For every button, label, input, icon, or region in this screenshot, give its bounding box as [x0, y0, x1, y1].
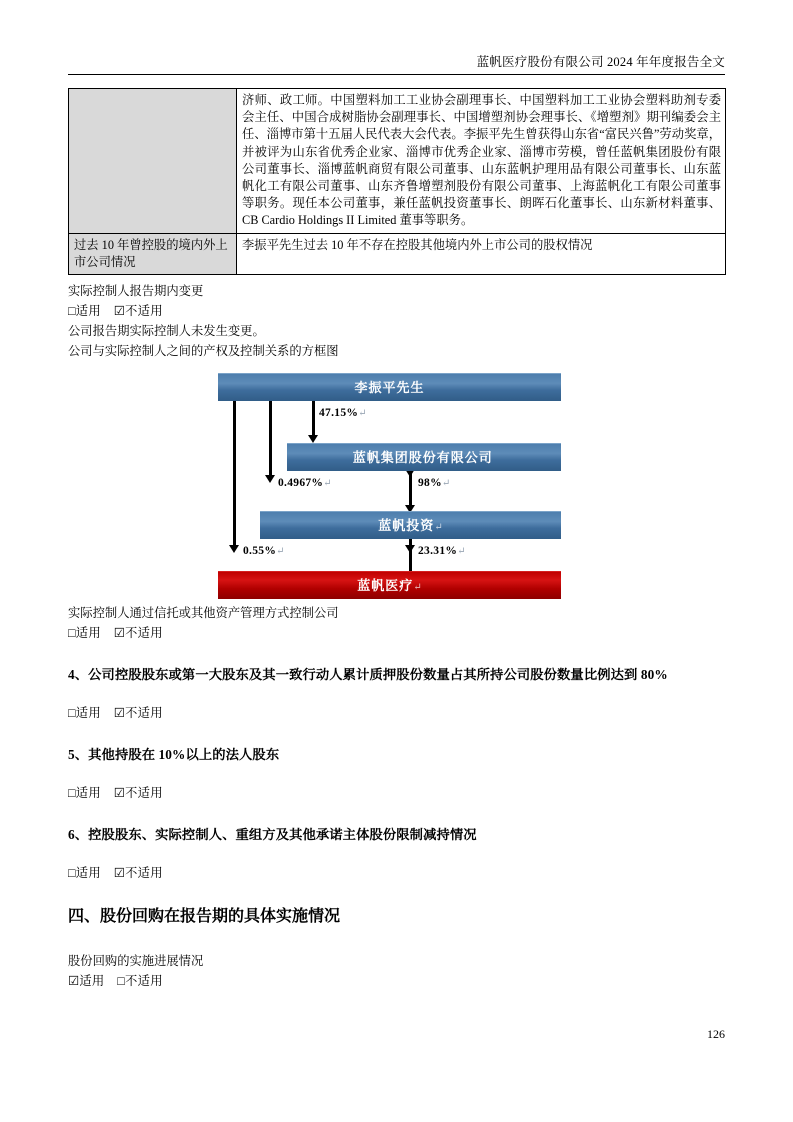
arrowhead-person-to-listco	[229, 545, 239, 553]
heading-item-6: 6、控股股东、实际控制人、重组方及其他承诺主体股份限制减持情况	[68, 827, 477, 843]
page-header: 蓝帆医疗股份有限公司 2024 年年度报告全文	[476, 55, 725, 69]
checkbox-not-applicable[interactable]	[114, 786, 163, 800]
controller-change-note: 公司报告期实际控制人未发生变更。	[68, 324, 265, 339]
checkbox-not-applicable-label: 不适用	[125, 626, 163, 641]
edge-label-text: 0.4967%	[278, 477, 324, 490]
arrowhead-person-to-group	[308, 435, 318, 443]
controller-change-title: 实际控制人报告期内变更	[68, 284, 204, 299]
edge-label-text: 47.15%	[319, 407, 359, 420]
checkbox-not-applicable[interactable]	[114, 304, 163, 318]
edge-label-text: 0.55%	[243, 545, 277, 558]
section-four-checkboxes	[68, 971, 725, 991]
checkbox-applicable-label: 适用	[75, 626, 101, 641]
org-node-group	[287, 443, 561, 471]
pilcrow-icon: ↵	[457, 546, 466, 558]
checkbox-not-applicable[interactable]	[114, 626, 163, 640]
heading-section-four: 四、股份回购在报告期的具体实施情况	[68, 908, 341, 926]
checkbox-applicable-label: 适用	[75, 304, 101, 319]
item-6-checkboxes	[68, 863, 725, 883]
edge-label-text: 98%	[418, 477, 442, 490]
edge-label-invest-listco	[418, 545, 466, 557]
heading-item-5: 5、其他持股在 10%以上的法人股东	[68, 747, 280, 763]
pilcrow-icon: ↵	[323, 478, 332, 490]
checkbox-not-applicable[interactable]	[114, 706, 163, 720]
org-node-person	[218, 373, 561, 401]
org-chart-caption: 公司与实际控制人之间的产权及控制关系的方框图	[68, 344, 339, 359]
checkbox-not-applicable[interactable]	[117, 974, 163, 988]
trust-control-title: 实际控制人通过信托或其他资产管理方式控制公司	[68, 606, 339, 621]
checkbox-applicable[interactable]	[68, 626, 101, 640]
heading-item-4: 4、公司控股股东或第一大股东及其一致行动人累计质押股份数量占其所持公司股份数量比例达到 80%	[68, 667, 668, 683]
checkbox-not-applicable[interactable]	[114, 866, 163, 880]
page-number: 126	[707, 1027, 725, 1041]
controller-change-checkboxes	[68, 301, 725, 321]
checkbox-empty-icon: □	[68, 706, 76, 721]
edge-person-to-listco	[233, 401, 236, 547]
controller-bio-table	[68, 88, 726, 275]
edge-label-text: 23.31%	[418, 545, 458, 558]
org-node-person-label: 李振平先生	[354, 380, 425, 396]
checkbox-applicable[interactable]	[68, 786, 101, 800]
item-5-checkboxes	[68, 783, 725, 803]
checkbox-applicable-label: 适用	[79, 974, 105, 989]
org-node-listco-label: 蓝帆医疗	[357, 578, 414, 594]
edge-person-to-invest	[269, 401, 272, 477]
checkbox-applicable[interactable]	[68, 304, 101, 318]
org-node-listco	[218, 571, 561, 599]
arrowhead-invest-to-listco	[405, 545, 415, 553]
checkbox-not-applicable-label: 不适用	[125, 786, 163, 801]
checkbox-checked-icon: ☑	[113, 626, 126, 641]
checkbox-applicable-label: 适用	[75, 786, 101, 801]
checkbox-empty-icon: □	[68, 626, 76, 641]
checkbox-applicable[interactable]	[68, 706, 101, 720]
table-cell-value: 李振平先生过去 10 年不存在控股其他境内外上市公司的股权情况	[237, 233, 726, 274]
checkbox-applicable[interactable]	[68, 974, 105, 988]
checkbox-applicable[interactable]	[68, 866, 101, 880]
edge-invest-to-listco	[409, 539, 412, 571]
org-node-group-label: 蓝帆集团股份有限公司	[352, 450, 493, 466]
pilcrow-icon: ↵	[434, 522, 443, 534]
checkbox-not-applicable-label: 不适用	[125, 304, 163, 319]
pilcrow-icon: ↵	[358, 408, 367, 420]
checkbox-checked-icon: ☑	[113, 304, 126, 319]
edge-label-group-invest	[418, 477, 451, 489]
table-row	[69, 89, 726, 234]
ownership-control-diagram	[68, 361, 725, 603]
pilcrow-icon: ↵	[413, 582, 422, 594]
checkbox-checked-icon: ☑	[68, 974, 80, 989]
table-cell-value: 济师、政工师。中国塑料加工工业协会副理事长、中国塑料加工工业协会塑料助剂专委会主任、中国合成树脂协会副理事长、中国增塑剂协会理事长、《增塑剂》期刊编委会主任、淄博市第十五届人民代表大会代表。李振平先生曾获得山东省“富民兴鲁”劳动奖章，并被评为山东省优秀企业家、淄博市优秀企业家、淄博市劳模，曾任蓝帆集团股份有限公司董事长、淄博蓝帆商贸有限公司董事、山东蓝帆护理用品有限公司董事长、山东蓝帆化工有限公司董事、山东齐鲁增塑剂股份有限公司董事、上海蓝帆化工有限公司董事等职务。现任本公司董事，兼任蓝帆投资董事长、朗晖石化董事长、山东新材料董事、CB Cardio Holdings II Limited 董事等职务。	[237, 89, 726, 234]
table-cell-label	[69, 89, 237, 234]
checkbox-checked-icon: ☑	[113, 866, 126, 881]
org-node-invest	[260, 511, 561, 539]
arrowhead-person-to-invest	[265, 475, 275, 483]
checkbox-not-applicable-label: 不适用	[125, 974, 163, 989]
item-4-checkboxes	[68, 703, 725, 723]
checkbox-not-applicable-label: 不适用	[125, 706, 163, 721]
pilcrow-icon: ↵	[441, 478, 451, 490]
checkbox-empty-icon: □	[117, 974, 126, 989]
table-row	[69, 233, 726, 274]
table-cell-label: 过去 10 年曾控股的境内外上市公司情况	[69, 233, 237, 274]
buyback-progress-subtitle: 股份回购的实施进展情况	[68, 954, 204, 969]
edge-label-person-group	[319, 407, 367, 419]
checkbox-applicable-label: 适用	[75, 866, 101, 881]
edge-label-person-invest	[278, 477, 332, 489]
checkbox-applicable-label: 适用	[75, 706, 101, 721]
header-divider	[68, 74, 725, 75]
page-content	[68, 88, 725, 991]
checkbox-not-applicable-label: 不适用	[125, 866, 163, 881]
pilcrow-icon	[493, 454, 496, 465]
checkbox-empty-icon: □	[68, 866, 76, 881]
checkbox-checked-icon: ☑	[113, 706, 126, 721]
checkbox-empty-icon: □	[68, 786, 76, 801]
checkbox-checked-icon: ☑	[113, 786, 126, 801]
edge-person-to-group	[312, 401, 315, 437]
trust-control-checkboxes	[68, 623, 725, 643]
edge-label-person-listco	[243, 545, 285, 557]
pilcrow-icon: ↵	[276, 546, 285, 558]
org-node-invest-label: 蓝帆投资	[378, 518, 435, 534]
checkbox-empty-icon: □	[68, 304, 76, 319]
